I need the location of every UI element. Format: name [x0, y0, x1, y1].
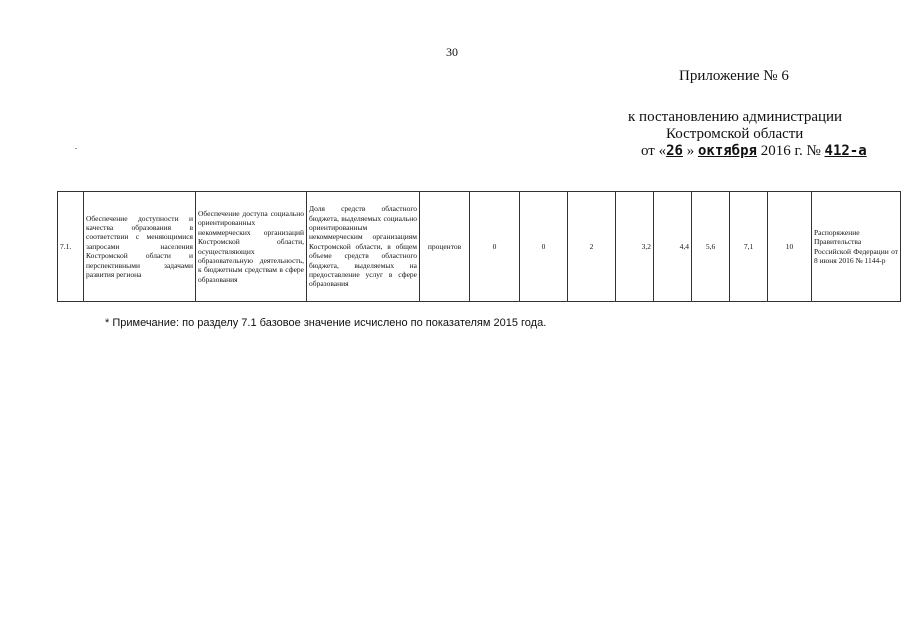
decree-date-line [641, 143, 867, 160]
decree-reference-line2: Костромской области [666, 126, 804, 142]
footnote: * Примечание: по разделу 7.1 базовое значение исчислено по показателям 2015 года. [105, 317, 547, 329]
table-row [58, 192, 901, 302]
task-cell: Обеспечение доступа социально ориентированных некоммерческих организаций Костромской области, осуществляющих образовательную деятельность, к бюджетным средствам в сфере образования [196, 192, 307, 302]
value-cell-base: 0 [470, 192, 520, 302]
row-number: 7.1. [58, 192, 84, 302]
indicator-cell: Доля средств областного бюджета, выделяемых социально ориентированным некоммерческим организациям Костромской области, в общем объеме средств областного бюджета, выделяемых на предоставление услуг в сфере образования [307, 192, 420, 302]
appendix-title: Приложение № 6 [679, 68, 789, 84]
date-year: 2016 г. № [756, 143, 825, 159]
date-day: 26 [666, 143, 683, 159]
value-cell-5: 5,6 [692, 192, 730, 302]
scan-speck [75, 148, 77, 149]
date-separator: » [682, 143, 698, 159]
value-cell-6: 7,1 [730, 192, 768, 302]
goal-cell: Обеспечение доступности и качества образования в соответствии с меняющимися запросами населения Костромской области и перспективными задачами развития региона [84, 192, 196, 302]
date-prefix: от « [641, 143, 667, 159]
decree-reference-line1: к постановлению администрации [628, 109, 843, 125]
indicators-table [57, 191, 901, 302]
value-cell-4: 4,4 [654, 192, 692, 302]
decree-number: 412-а [824, 143, 867, 159]
value-cell-7: 10 [768, 192, 812, 302]
source-cell: Распоряжение Правительства Российской Федерации от 8 июня 2016 № 1144-р [812, 192, 901, 302]
value-cell-2: 2 [568, 192, 616, 302]
unit-cell: процентов [420, 192, 470, 302]
value-cell-3: 3,2 [616, 192, 654, 302]
value-cell-1: 0 [520, 192, 568, 302]
date-month: октября [697, 143, 757, 159]
page-number: 30 [446, 45, 458, 59]
